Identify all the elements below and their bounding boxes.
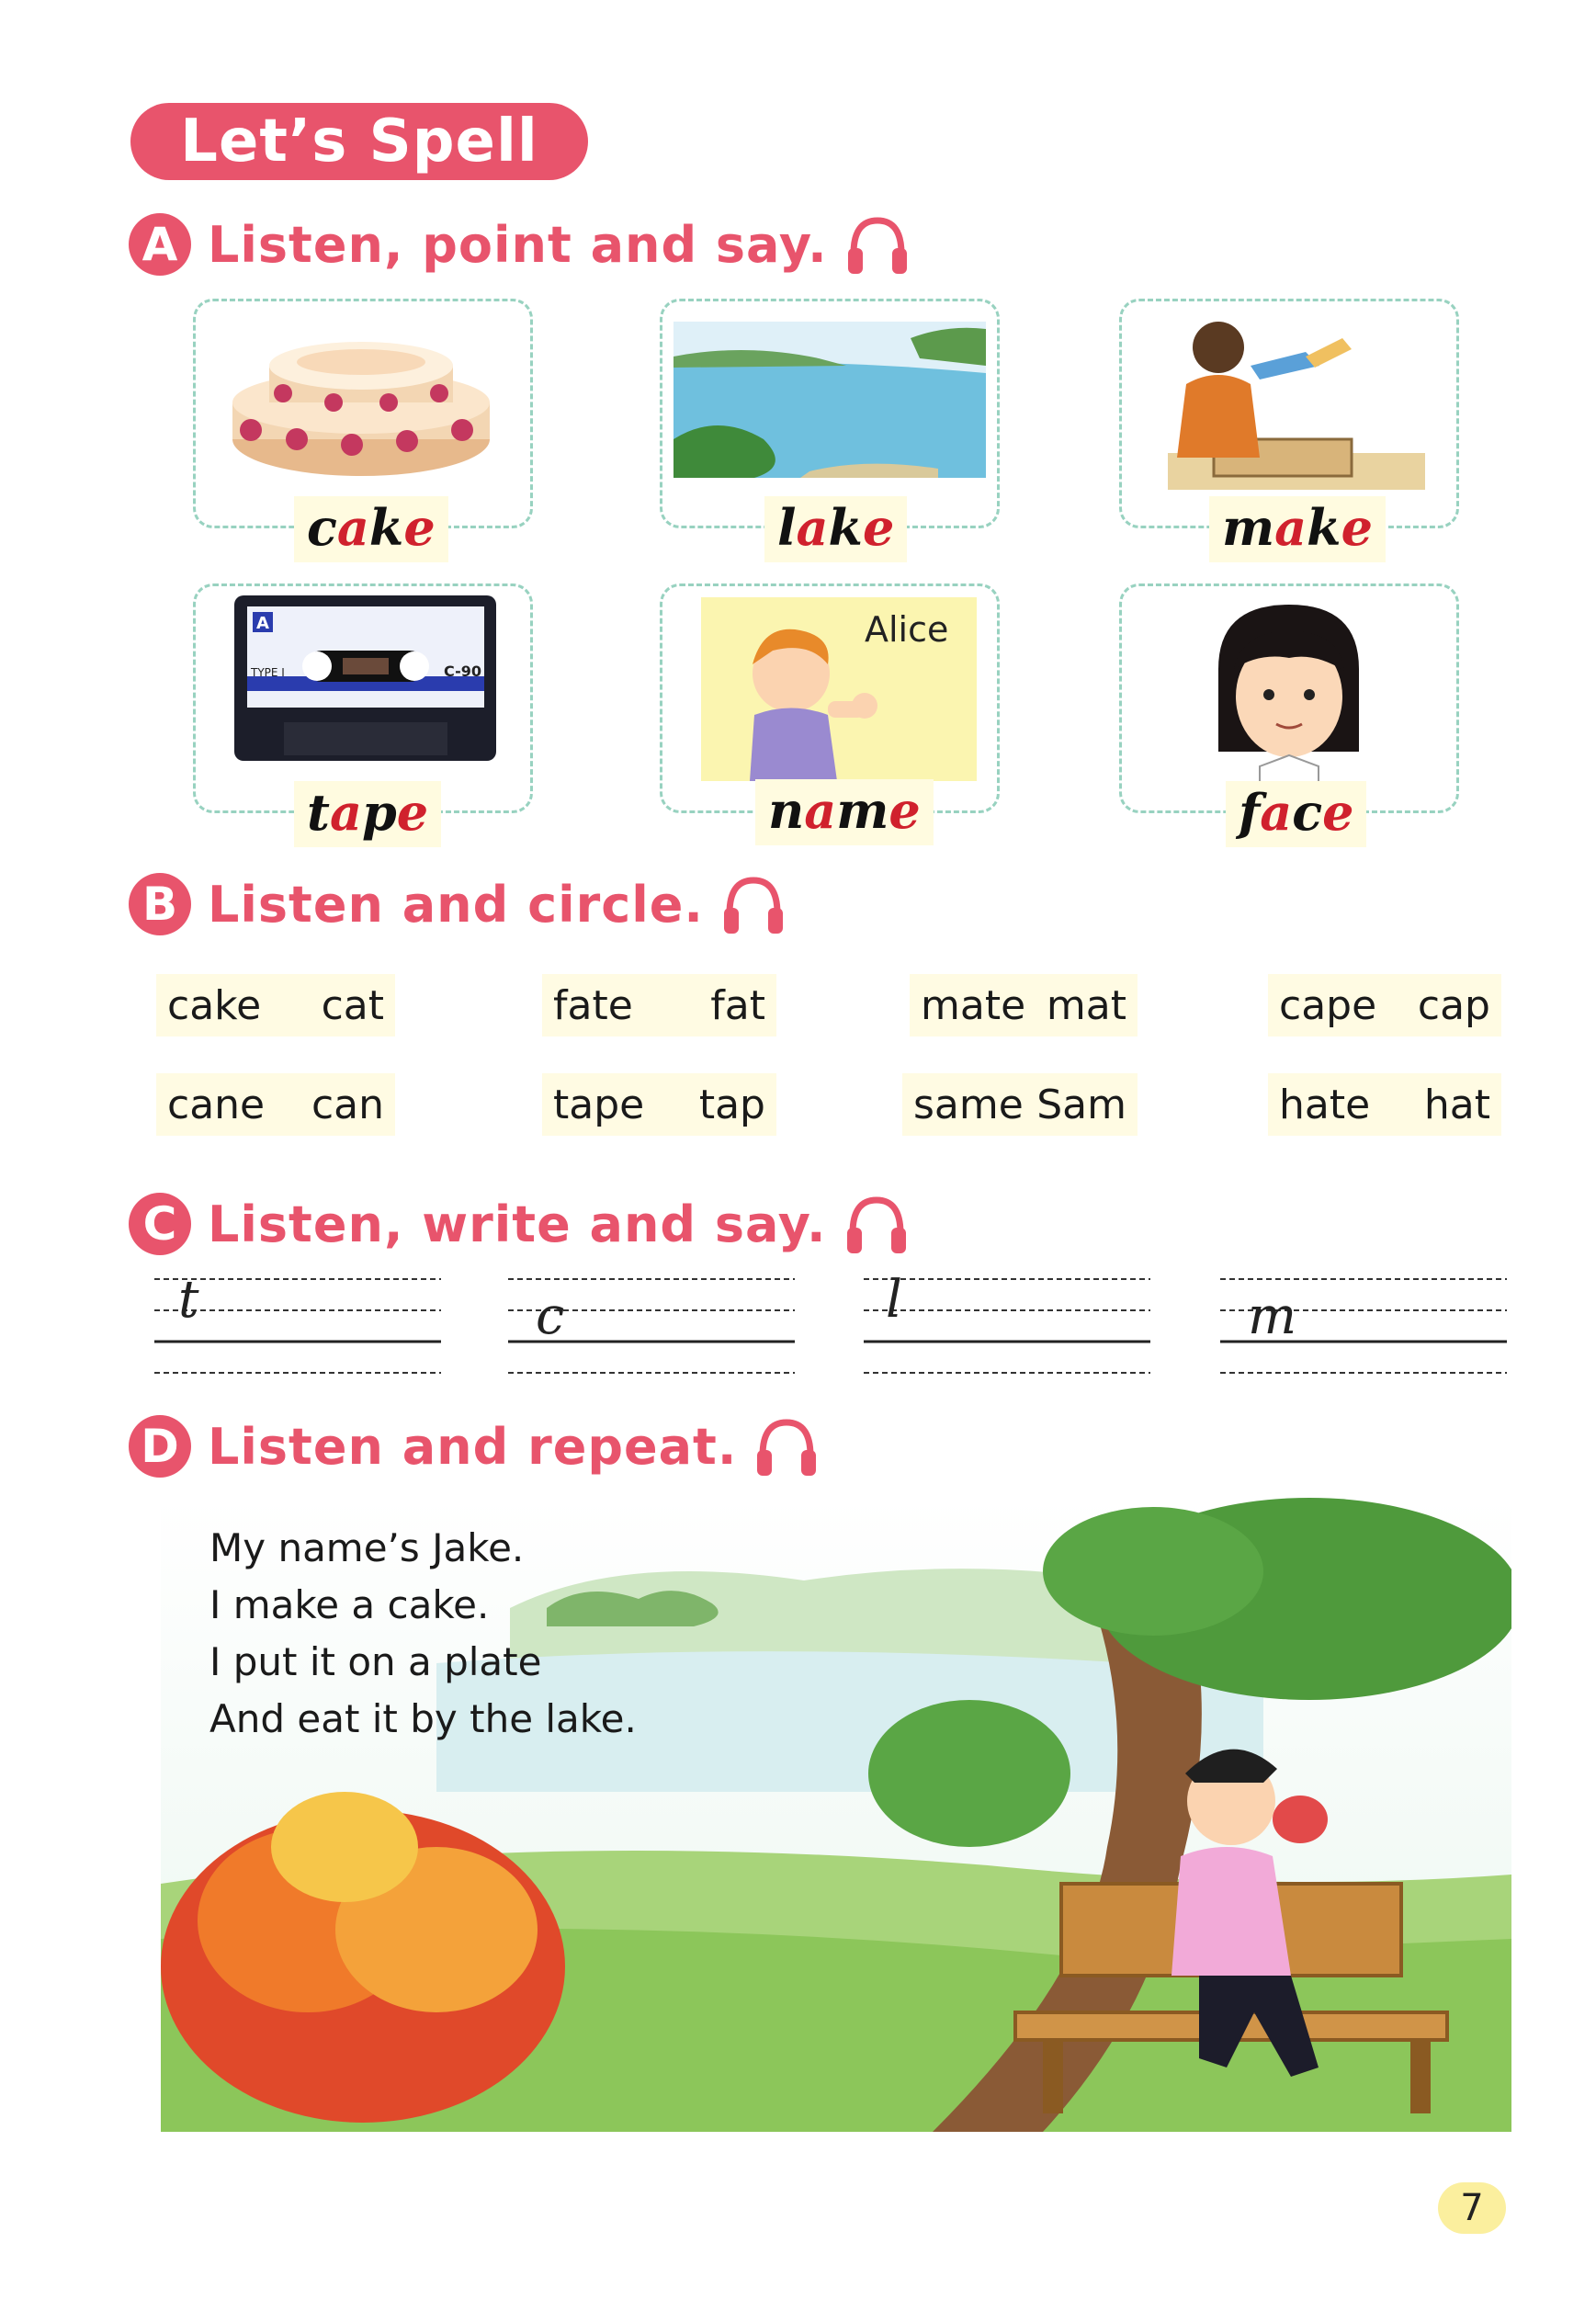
writing-lines-2[interactable] <box>508 1275 795 1380</box>
picture-card-tape <box>193 583 533 813</box>
write-letter: l <box>886 1270 902 1330</box>
write-letter: m <box>1248 1286 1297 1346</box>
circle-option[interactable]: Sam <box>1036 1081 1126 1128</box>
poem-line-2: I make a cake. <box>209 1582 490 1627</box>
circle-option[interactable]: tape <box>553 1081 645 1128</box>
word-label-tape: tape <box>294 781 441 847</box>
section-title-pill <box>130 103 588 180</box>
word-pair-tape-tap <box>542 1073 776 1136</box>
section-d-heading <box>129 1415 820 1478</box>
circle-option[interactable]: cat <box>321 981 384 1029</box>
cake-image <box>196 301 530 526</box>
writing-lines-4[interactable] <box>1220 1275 1507 1380</box>
make-image <box>1122 301 1456 526</box>
poem-line-1: My name’s Jake. <box>209 1525 525 1570</box>
circle-option[interactable]: can <box>311 1081 384 1128</box>
circle-option[interactable]: hat <box>1423 1081 1490 1128</box>
circle-option[interactable]: fate <box>553 981 633 1029</box>
page-number: 7 <box>1438 2182 1506 2234</box>
word-label-cake: cake <box>294 496 448 562</box>
circle-option[interactable]: cake <box>167 981 262 1029</box>
word-label-name: name <box>755 779 934 845</box>
headphones-icon[interactable] <box>720 873 787 935</box>
section-d-letter: D <box>129 1415 191 1478</box>
headphones-icon[interactable] <box>753 1415 820 1478</box>
circle-option[interactable]: hate <box>1279 1081 1371 1128</box>
girl-face-image <box>1122 586 1456 810</box>
word-pair-cane-can <box>156 1073 395 1136</box>
write-letter: t <box>178 1270 199 1330</box>
writing-lines-3[interactable] <box>864 1270 1150 1380</box>
circle-option[interactable]: tap <box>698 1081 765 1128</box>
word-pair-cape-cap <box>1268 974 1501 1037</box>
word-pair-hate-hat <box>1268 1073 1501 1136</box>
circle-option[interactable]: fat <box>710 981 765 1029</box>
cassette-tape-image <box>196 586 530 810</box>
caption-alice: Alice <box>865 609 949 650</box>
section-b-letter: B <box>129 873 191 935</box>
section-a-title: Listen, point and say. <box>208 215 828 274</box>
boy-pointing-image <box>662 586 997 810</box>
circle-option[interactable]: cane <box>167 1081 266 1128</box>
svg-text:A: A <box>256 614 269 633</box>
picture-card-lake <box>660 299 1000 528</box>
word-pair-fate-fat <box>542 974 776 1037</box>
page-title: Let’s Spell <box>180 108 538 176</box>
section-a-heading <box>129 213 911 276</box>
headphones-icon[interactable] <box>844 213 911 276</box>
word-pair-same-sam <box>902 1073 1138 1136</box>
section-c-letter: C <box>129 1193 191 1255</box>
section-c-title: Listen, write and say. <box>208 1195 827 1253</box>
svg-text:TYPE I: TYPE I <box>251 666 285 679</box>
word-label-make: make <box>1209 496 1386 562</box>
lake-image <box>662 301 997 526</box>
word-label-face: face <box>1226 781 1366 847</box>
word-label-lake: lake <box>764 496 907 562</box>
poem-line-4: And eat it by the lake. <box>209 1696 637 1741</box>
writing-lines-1[interactable] <box>154 1270 441 1380</box>
circle-option[interactable]: mate <box>921 981 1026 1029</box>
svg-text:C-90: C-90 <box>444 663 482 680</box>
circle-option[interactable]: cap <box>1417 981 1490 1029</box>
word-pair-mate-mat <box>910 974 1138 1037</box>
section-d-title: Listen and repeat. <box>208 1417 738 1476</box>
section-c-heading <box>129 1193 910 1255</box>
headphones-icon[interactable] <box>843 1193 910 1255</box>
poem-line-3: I put it on a plate <box>209 1639 542 1684</box>
write-letter: c <box>536 1286 565 1346</box>
picture-card-make <box>1119 299 1459 528</box>
picture-card-cake <box>193 299 533 528</box>
word-pair-cake-cat <box>156 974 395 1037</box>
circle-option[interactable]: cape <box>1279 981 1377 1029</box>
section-b-heading <box>129 873 787 935</box>
circle-option[interactable]: mat <box>1046 981 1126 1029</box>
picture-card-face <box>1119 583 1459 813</box>
circle-option[interactable]: same <box>913 1081 1024 1128</box>
section-b-title: Listen and circle. <box>208 875 704 934</box>
section-a-letter: A <box>129 213 191 276</box>
